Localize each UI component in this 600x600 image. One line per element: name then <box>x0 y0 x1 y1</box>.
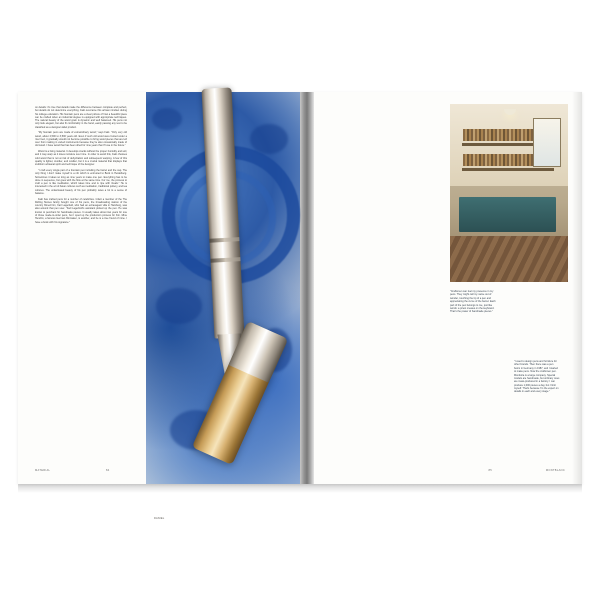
workshop-workbench <box>459 197 556 233</box>
left-page-body-column <box>35 106 127 226</box>
body-paragraph: "I craft every single part of a fountain pen including the barrel and the cap. The only thing I don't make myself is a nib which is entrusted to Bock in Heidelberg. Sometimes it takes so long as nine years to make one pen. Everything has to be done in sequence, but goes with the flow at the same time. For me, the process to craft a pen is like meditation, which takes time and is ripe with rituals." He is interested in the art of Asian cultures such as meditation, traditional pottery, and tea cultures. The understated beauty of his pen probably owes a lot to a sense of balance. <box>35 168 127 195</box>
left-page <box>18 92 300 520</box>
photo-fountain-pen-on-ink-wash <box>146 92 300 520</box>
fountain-pen-body <box>201 87 244 338</box>
workshop-floor <box>450 236 568 282</box>
body-paragraph: on details: it's true that details make the difference between complete and perfect, but details do not determine everything. Fakt overcame this artisan mindset during his college education. His fountain pens are a clear picture of how a beautiful piece can be crafted when an industrial degree is equipped with appropriate techniques. The natural beauty of the wood grain is dynamic and well balanced. His pens not only look elegant, but also fit comfortably in the hand, easily passing any test to be classified as a designer-label product. <box>35 106 127 129</box>
magazine-spread <box>18 92 582 520</box>
spread-bottom-shadow <box>18 484 582 493</box>
ink-splatter <box>156 288 202 324</box>
body-paragraph: Fakt has crafted pens for a number of celebrities. Infact a member of the The Rolling Stones family bought one of his pens, the broadcasting station of the country filmed him, Karl Lagerfeld, who had an extravagant villa in Hamburg, was also around that pen user. "Karl Lagerfeld's assistant picked up the pen. He was known to penchant for handmade pieces. It usually takes about two years for one of those made-to-order pens, but I sped up the production process for him. Mine Hendrix, a famous German filmmaker, is another, and he is a true friend of mine. I have a book with his signature." <box>35 197 127 224</box>
folio-left-name: MATERIAL <box>35 469 51 472</box>
pen-metal-band <box>209 237 239 243</box>
folio-left-number: 84 <box>106 469 110 472</box>
body-paragraph: Wood is a living material. It develops cracks without the proper humidity and soil, and it may warp as it loses moisture over time. In order to avoid this, Fakt chooses cold wood that is not at risk of dehydration and subsequent warping. A few of this quality is lighter, sturdier, and costlier, but it is a crucial material that displays that stubborn artisanal spirit and technique of the designer. <box>35 150 127 167</box>
wooden-pen-cap <box>192 321 288 465</box>
ink-splatter <box>250 124 288 154</box>
pull-quote-craftsmen: "Craftsmen can feel my presence in my pens. They might call my name out of wonder, touching the tip of a pen and appreciating the curve of the barrel. Each part of the pen belongs to me, just like words: a priest creates on the keyboard. That's the power of handmade pieces." <box>450 290 496 314</box>
folio-right-number: 85 <box>488 469 492 472</box>
folio-right-name: MONTBLANC <box>545 469 565 472</box>
pen-engraving-text: DANIEL <box>154 517 165 520</box>
ink-splatter <box>152 108 182 130</box>
body-paragraph: "My fountain pens are made of extraordinary wood," says Fakt. "Only very old wood, about 2,500 to 3,500 years old. Even if such old wood were buried under a river bed, it gradually would not become possible to bring wood pieces that are left over from making in varied instruments because they're also occasionally made of old wood. I have wood that has been dried for nine years that I'll use in the future." <box>35 131 127 148</box>
photo-workshop-interior <box>450 104 568 282</box>
workshop-window <box>533 118 561 166</box>
pull-quote-pen-boom: "I used to design pens and furniture for other brands. Then there was a pen boom in Germany in 1987, and I started to make pens. Now the craftsmen pen. Monitoria is a large company. Special models are handmade, but ordinary ones are mass-produced in a factory. I can produce 1,000 pieces a day, but I limit myself. That's because I'm the expert on details in each and every stage." <box>514 360 560 394</box>
workshop-shelf <box>462 168 554 171</box>
pen-metal-band <box>210 257 240 263</box>
spread-gutter-shadow <box>300 92 314 484</box>
right-page <box>314 92 582 484</box>
